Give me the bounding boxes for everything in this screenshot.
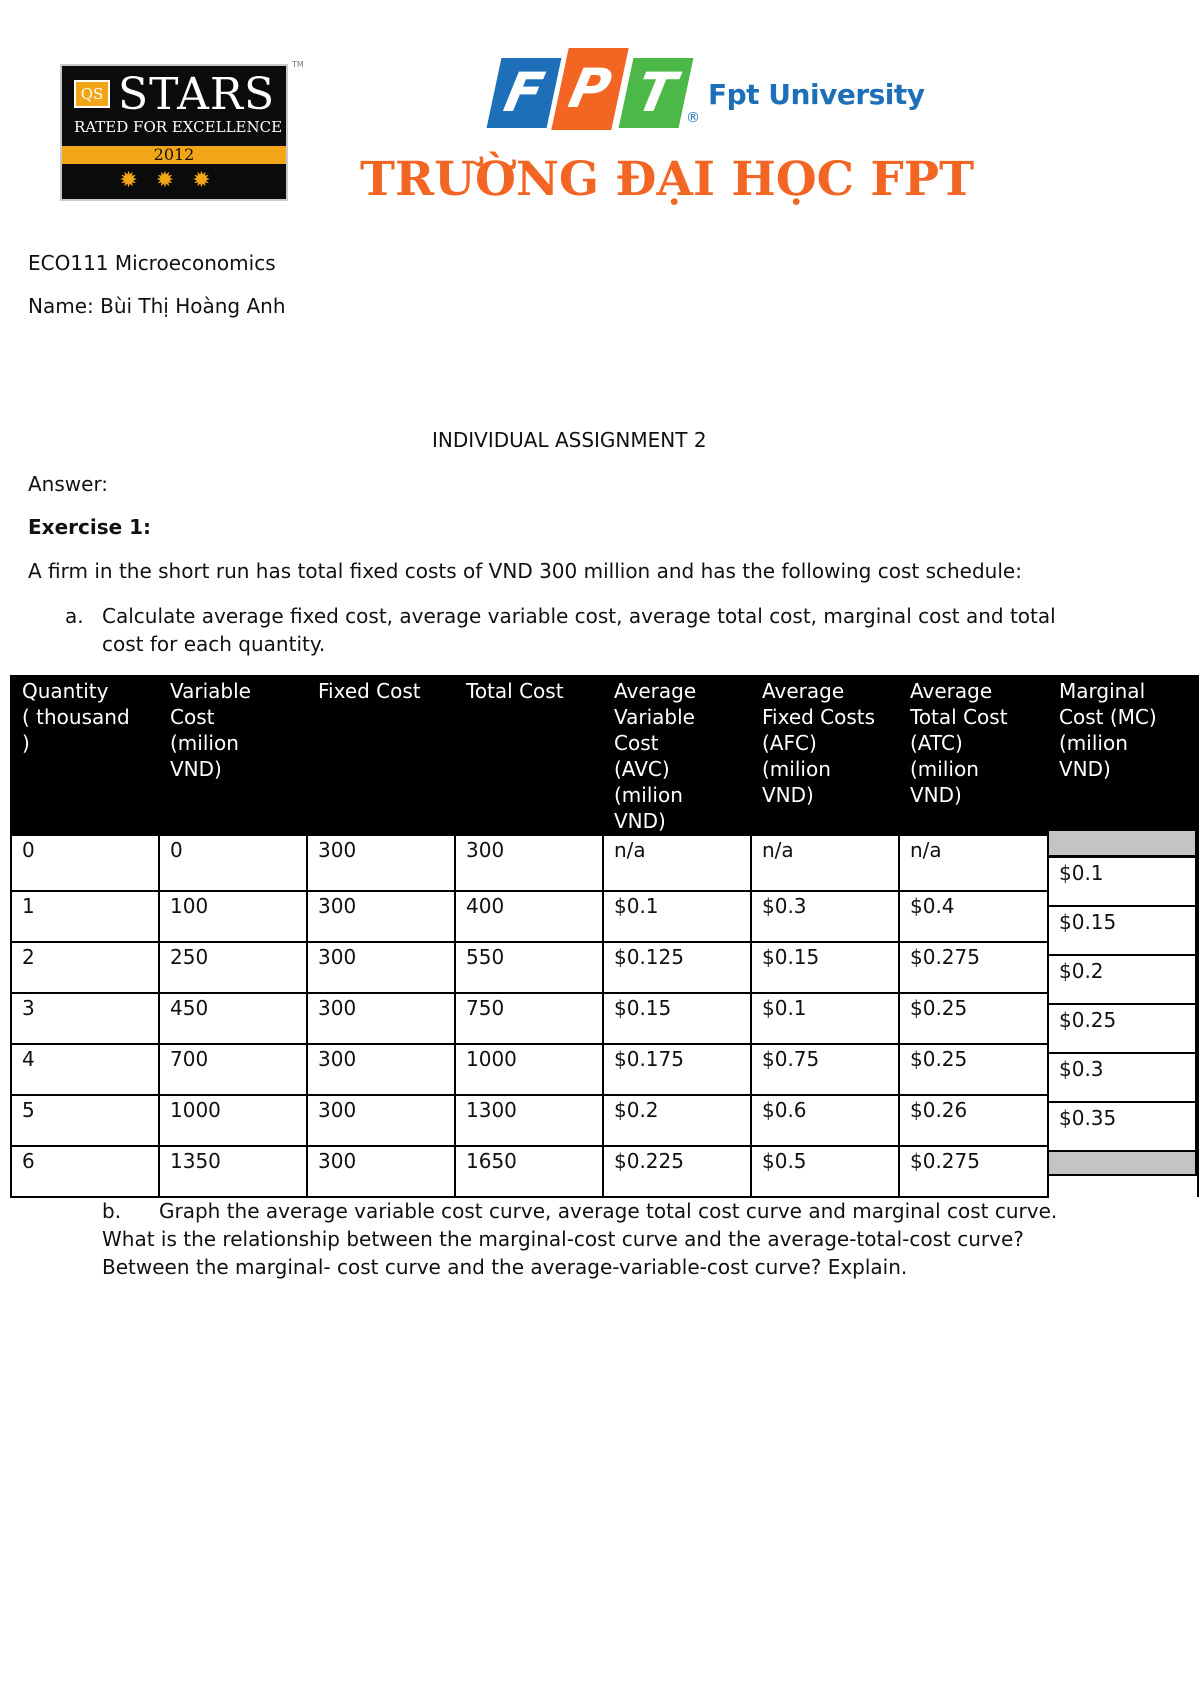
- table-row: [11, 942, 1198, 993]
- table-cell: 750: [455, 993, 603, 1044]
- table-cell: 300: [307, 993, 455, 1044]
- course-name: ECO111 Microeconomics: [28, 251, 276, 275]
- fpt-logo-p: P: [551, 48, 628, 130]
- table-cell: $0.25: [899, 1044, 1048, 1095]
- table-cell: 3: [11, 993, 159, 1044]
- cost-schedule-table: [10, 675, 1199, 1198]
- table-cell: $0.25: [899, 993, 1048, 1044]
- table-cell: $0.5: [751, 1146, 899, 1197]
- exercise-heading: Exercise 1:: [28, 515, 152, 539]
- marginal-cost-value: $0.15: [1047, 905, 1197, 956]
- qs-logo-box: QS: [74, 80, 110, 108]
- part-a-text-line2: cost for each quantity.: [102, 632, 326, 656]
- mc-shaded-cell: [1047, 1150, 1197, 1176]
- table-cell: 300: [307, 1146, 455, 1197]
- table-cell: $0.175: [603, 1044, 751, 1095]
- table-cell: $0.2: [603, 1095, 751, 1146]
- table-cell: 0: [11, 835, 159, 891]
- column-header-line: ( thousand: [22, 705, 130, 729]
- table-cell: 6: [11, 1146, 159, 1197]
- fpt-logo: [490, 48, 925, 138]
- fpt-university-name: Fpt University: [708, 78, 925, 111]
- column-header-line: (milion: [170, 731, 239, 755]
- column-header-line: Quantity: [22, 679, 109, 703]
- table-cell: 1: [11, 891, 159, 942]
- table-cell: $0.275: [899, 942, 1048, 993]
- column-header: [307, 676, 455, 835]
- part-b-text-line3: Between the marginal- cost curve and the average-variable-cost curve? Explain.: [102, 1255, 908, 1279]
- table-cell: 700: [159, 1044, 307, 1095]
- marginal-cost-value: $0.3: [1047, 1052, 1197, 1103]
- table-cell: $0.75: [751, 1044, 899, 1095]
- table-row: [11, 993, 1198, 1044]
- column-header-line: Variable: [170, 679, 251, 703]
- table-cell: 5: [11, 1095, 159, 1146]
- table-cell: $0.225: [603, 1146, 751, 1197]
- column-header-line: VND): [762, 783, 814, 807]
- column-header-line: (milion: [614, 783, 683, 807]
- table-cell: $0.1: [603, 891, 751, 942]
- table-cell: 300: [307, 1044, 455, 1095]
- marginal-cost-value: $0.2: [1047, 954, 1197, 1005]
- table-header-row: [11, 676, 1198, 835]
- table-cell: $0.26: [899, 1095, 1048, 1146]
- column-header-line: Marginal: [1059, 679, 1146, 703]
- part-b-text-line2: What is the relationship between the marginal-cost curve and the average-total-cost curve?: [102, 1227, 1024, 1251]
- table-row: [11, 891, 1198, 942]
- column-header-line: Average: [910, 679, 993, 703]
- table-cell: $0.15: [603, 993, 751, 1044]
- table-cell: 300: [307, 835, 455, 891]
- table-cell: 450: [159, 993, 307, 1044]
- part-a-marker: a.: [65, 604, 84, 628]
- column-header-line: VND): [910, 783, 962, 807]
- table-cell: 250: [159, 942, 307, 993]
- table-row: [11, 1095, 1198, 1146]
- marginal-cost-value: $0.35: [1047, 1101, 1197, 1152]
- table-cell: 0: [159, 835, 307, 891]
- table-cell: $0.275: [899, 1146, 1048, 1197]
- table-cell: 300: [307, 942, 455, 993]
- exercise-intro: A firm in the short run has total fixed costs of VND 300 million and has the following cost schedule:: [28, 559, 1022, 583]
- table-cell: n/a: [603, 835, 751, 891]
- table-cell: 300: [455, 835, 603, 891]
- part-b-text-line1: Graph the average variable cost curve, average total cost curve and marginal cost curve.: [159, 1199, 1058, 1223]
- table-cell: 550: [455, 942, 603, 993]
- registered-mark: ®: [686, 110, 700, 126]
- table-cell: $0.4: [899, 891, 1048, 942]
- qs-trademark: TM: [292, 60, 304, 69]
- table-cell: 300: [307, 1095, 455, 1146]
- column-header-line: Fixed Cost: [318, 679, 421, 703]
- column-header: [603, 676, 751, 835]
- table-cell: $0.125: [603, 942, 751, 993]
- column-header-line: (ATC): [910, 731, 963, 755]
- column-header-line: VND): [170, 757, 222, 781]
- qs-stars-text: STARS: [118, 69, 276, 120]
- column-header-line: (milion: [762, 757, 831, 781]
- table-row: [11, 1146, 1198, 1197]
- column-header: [1048, 676, 1198, 835]
- column-header-line: (AFC): [762, 731, 817, 755]
- column-header-line: Total Cost: [910, 705, 1008, 729]
- table-cell: 4: [11, 1044, 159, 1095]
- column-header-line: Fixed Costs: [762, 705, 876, 729]
- column-header-line: Variable: [614, 705, 695, 729]
- table-cell: n/a: [751, 835, 899, 891]
- mc-shaded-cell: [1047, 829, 1197, 857]
- table-cell: 300: [307, 891, 455, 942]
- table-cell: 1000: [159, 1095, 307, 1146]
- column-header-line: Average: [762, 679, 845, 703]
- column-header-line: Average: [614, 679, 697, 703]
- school-name: TRƯỜNG ĐẠI HỌC FPT: [360, 152, 975, 207]
- table-cell: 100: [159, 891, 307, 942]
- marginal-cost-value: $0.25: [1047, 1003, 1197, 1054]
- table-row: [11, 1044, 1198, 1095]
- table-cell: 1000: [455, 1044, 603, 1095]
- table-row: [11, 835, 1198, 891]
- table-cell: $0.15: [751, 942, 899, 993]
- column-header: [455, 676, 603, 835]
- answer-label: Answer:: [28, 472, 109, 496]
- table-cell: n/a: [899, 835, 1048, 891]
- fpt-logo-f: F: [487, 58, 562, 128]
- table-cell: 1350: [159, 1146, 307, 1197]
- column-header-line: VND): [614, 809, 666, 833]
- column-header-line: Cost: [170, 705, 215, 729]
- column-header: [899, 676, 1048, 835]
- table-cell: $0.3: [751, 891, 899, 942]
- column-header-line: ): [22, 731, 30, 755]
- marginal-cost-value: $0.1: [1047, 856, 1197, 907]
- assignment-title: INDIVIDUAL ASSIGNMENT 2: [432, 428, 707, 452]
- qs-year: 2012: [62, 146, 286, 164]
- table-cell: 1300: [455, 1095, 603, 1146]
- column-header: [11, 676, 159, 835]
- qs-star-icons: ✹✹✹: [119, 168, 229, 193]
- table-cell: 400: [455, 891, 603, 942]
- column-header-line: Cost (MC): [1059, 705, 1157, 729]
- table-cell: $0.6: [751, 1095, 899, 1146]
- part-b-marker: b.: [102, 1199, 122, 1223]
- table-cell: $0.1: [751, 993, 899, 1044]
- column-header-line: Total Cost: [466, 679, 564, 703]
- qs-rated-text: RATED FOR EXCELLENCE: [74, 118, 283, 136]
- student-name: Name: Bùi Thị Hoàng Anh: [28, 294, 286, 318]
- column-header-line: (milion: [910, 757, 979, 781]
- column-header-line: (milion: [1059, 731, 1128, 755]
- qs-stars-badge: [60, 60, 304, 201]
- column-header: [159, 676, 307, 835]
- part-a-text-line1: Calculate average fixed cost, average variable cost, average total cost, marginal cost and total: [102, 604, 1056, 628]
- column-header-line: VND): [1059, 757, 1111, 781]
- table-cell: 1650: [455, 1146, 603, 1197]
- table-cell: 2: [11, 942, 159, 993]
- fpt-logo-t: T: [619, 58, 694, 128]
- column-header-line: (AVC): [614, 757, 670, 781]
- column-header: [751, 676, 899, 835]
- column-header-line: Cost: [614, 731, 659, 755]
